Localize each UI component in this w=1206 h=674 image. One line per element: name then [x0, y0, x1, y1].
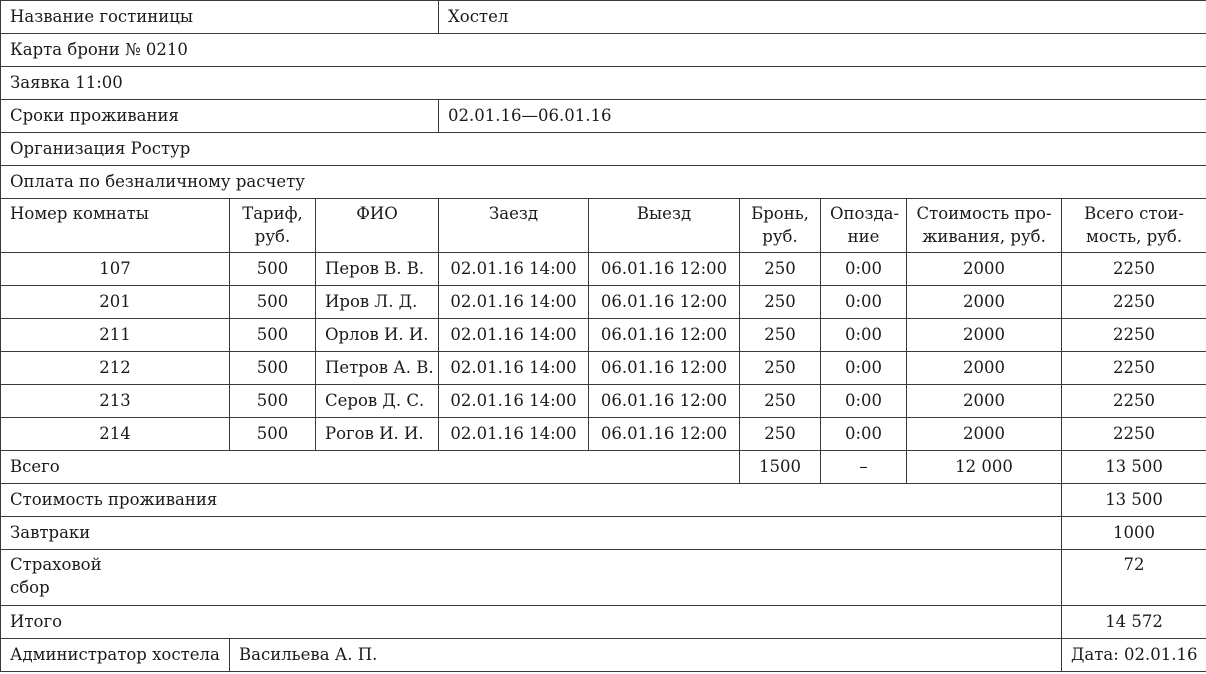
column-header-stay-cost: Стоимость про-живания, руб. [907, 199, 1062, 253]
request-time: Заявка 11:00 [1, 67, 1206, 100]
cell-stay-cost: 2000 [907, 418, 1062, 451]
cell-stay-cost: 2000 [907, 253, 1062, 286]
document-date: Дата: 02.01.16 [1062, 639, 1206, 672]
cell-tariff: 500 [230, 352, 316, 385]
hotel-label: Название гостиницы [1, 1, 439, 34]
totals-total: 13 500 [1062, 451, 1206, 484]
admin-label: Администратор хостела [1, 639, 230, 672]
cell-name: Рогов И. И. [316, 418, 439, 451]
column-header-room: Номер комнаты [1, 199, 230, 253]
table-row [1, 418, 1206, 451]
cell-tariff: 500 [230, 418, 316, 451]
cell-room: 212 [1, 352, 230, 385]
stay-cost-value: 13 500 [1062, 484, 1206, 517]
cell-checkout: 06.01.16 12:00 [589, 253, 740, 286]
cell-checkin: 02.01.16 14:00 [439, 286, 589, 319]
cell-delay: 0:00 [821, 385, 907, 418]
cell-delay: 0:00 [821, 418, 907, 451]
cell-booking: 250 [740, 319, 821, 352]
insurance-label: Страховой сбор [10, 555, 102, 597]
totals-booking: 1500 [740, 451, 821, 484]
breakfast-row [1, 517, 1206, 550]
column-header-name: ФИО [316, 199, 439, 253]
cell-booking: 250 [740, 385, 821, 418]
cell-delay: 0:00 [821, 352, 907, 385]
cell-name: Орлов И. И. [316, 319, 439, 352]
cell-checkin: 02.01.16 14:00 [439, 352, 589, 385]
organization-row [1, 133, 1206, 166]
grand-total-label: Итого [1, 606, 1062, 639]
column-header-checkout: Выезд [589, 199, 740, 253]
cell-tariff: 500 [230, 286, 316, 319]
cell-total: 2250 [1062, 286, 1206, 319]
stay-cost-label: Стоимость проживания [1, 484, 1062, 517]
cell-delay: 0:00 [821, 319, 907, 352]
totals-stay-cost: 12 000 [907, 451, 1062, 484]
hotel-row [1, 1, 1206, 34]
cell-checkout: 06.01.16 12:00 [589, 385, 740, 418]
column-header-checkin: Заезд [439, 199, 589, 253]
cell-checkin: 02.01.16 14:00 [439, 319, 589, 352]
cell-stay-cost: 2000 [907, 286, 1062, 319]
stay-period-label: Сроки проживания [1, 100, 439, 133]
cell-booking: 250 [740, 352, 821, 385]
cell-checkin: 02.01.16 14:00 [439, 253, 589, 286]
cell-total: 2250 [1062, 418, 1206, 451]
table-row [1, 352, 1206, 385]
cell-room: 213 [1, 385, 230, 418]
cell-room: 211 [1, 319, 230, 352]
cell-delay: 0:00 [821, 286, 907, 319]
request-row [1, 67, 1206, 100]
column-header-booking: Бронь, руб. [740, 199, 821, 253]
cell-total: 2250 [1062, 352, 1206, 385]
cell-tariff: 500 [230, 385, 316, 418]
cell-tariff: 500 [230, 319, 316, 352]
cell-total: 2250 [1062, 253, 1206, 286]
cell-name: Перов В. В. [316, 253, 439, 286]
stay-period-value: 02.01.16—06.01.16 [439, 100, 1206, 133]
cell-name: Иров Л. Д. [316, 286, 439, 319]
cell-checkout: 06.01.16 12:00 [589, 418, 740, 451]
hotel-name: Хостел [439, 1, 1206, 34]
table-row [1, 286, 1206, 319]
cell-total: 2250 [1062, 385, 1206, 418]
table-row [1, 385, 1206, 418]
column-header-row [1, 199, 1206, 253]
cell-booking: 250 [740, 418, 821, 451]
cell-booking: 250 [740, 253, 821, 286]
cell-name: Серов Д. С. [316, 385, 439, 418]
breakfast-value: 1000 [1062, 517, 1206, 550]
cell-checkin: 02.01.16 14:00 [439, 385, 589, 418]
cell-checkin: 02.01.16 14:00 [439, 418, 589, 451]
grand-total-value: 14 572 [1062, 606, 1206, 639]
cell-stay-cost: 2000 [907, 352, 1062, 385]
totals-label: Всего [1, 451, 740, 484]
payment-method: Оплата по безналичному расчету [1, 166, 1206, 199]
column-header-tariff: Тариф, руб. [230, 199, 316, 253]
grand-total-row [1, 606, 1206, 639]
insurance-value: 72 [1062, 550, 1206, 606]
cell-checkout: 06.01.16 12:00 [589, 319, 740, 352]
stay-cost-row [1, 484, 1206, 517]
cell-room: 214 [1, 418, 230, 451]
cell-checkout: 06.01.16 12:00 [589, 352, 740, 385]
payment-row [1, 166, 1206, 199]
breakfast-label: Завтраки [1, 517, 1062, 550]
booking-card-number: Карта брони № 0210 [1, 34, 1206, 67]
cell-room: 201 [1, 286, 230, 319]
cell-stay-cost: 2000 [907, 319, 1062, 352]
column-header-delay: Опозда-ние [821, 199, 907, 253]
stay-period-row [1, 100, 1206, 133]
admin-row [1, 639, 1206, 672]
totals-row [1, 451, 1206, 484]
booking-card-row [1, 34, 1206, 67]
cell-checkout: 06.01.16 12:00 [589, 286, 740, 319]
table-row [1, 253, 1206, 286]
cell-tariff: 500 [230, 253, 316, 286]
totals-delay: – [821, 451, 907, 484]
cell-total: 2250 [1062, 319, 1206, 352]
cell-name: Петров А. В. [316, 352, 439, 385]
cell-room: 107 [1, 253, 230, 286]
admin-name: Васильева А. П. [230, 639, 1062, 672]
cell-stay-cost: 2000 [907, 385, 1062, 418]
organization: Организация Ростур [1, 133, 1206, 166]
insurance-row [1, 550, 1206, 606]
table-row [1, 319, 1206, 352]
cell-delay: 0:00 [821, 253, 907, 286]
cell-booking: 250 [740, 286, 821, 319]
column-header-total: Всего стои-мость, руб. [1062, 199, 1206, 253]
